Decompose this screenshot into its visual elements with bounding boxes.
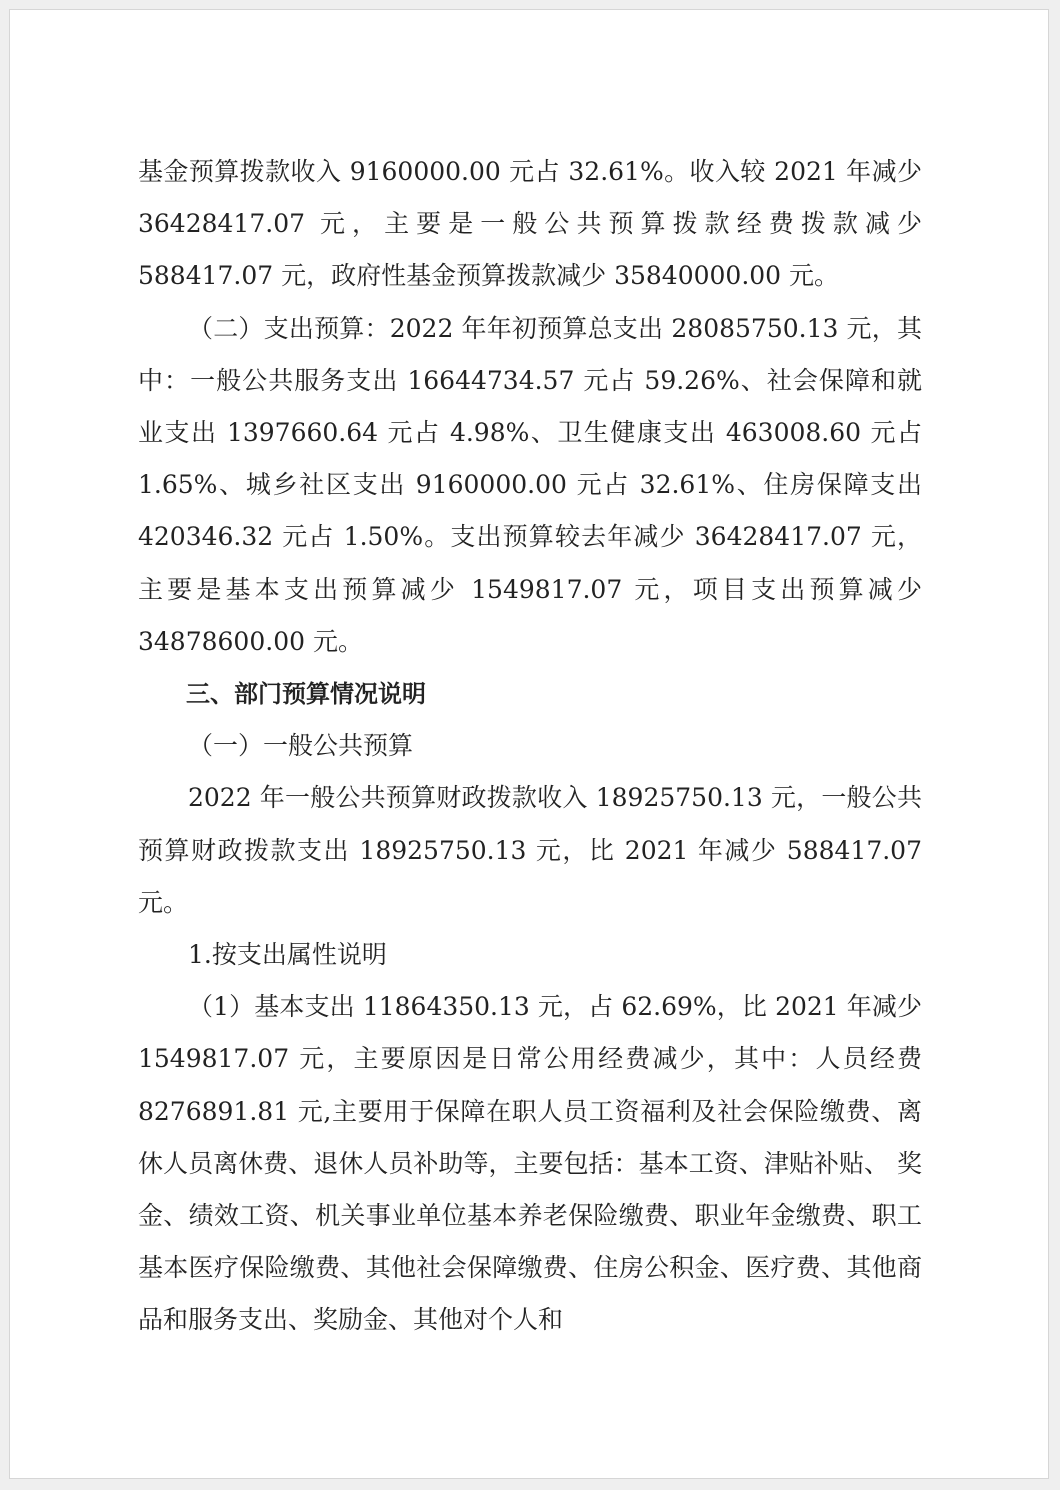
subheading-general-public-budget: （一）一般公共预算 xyxy=(188,731,414,761)
paragraph-expenditure-budget: （二）支出预算：2022 年年初预算总支出 28085750.13 元，其中：一般公共服务支出 16644734.57 元占 59.26%、社会保障和就业支出 1397660.64 元占 4.98%、卫生健康支出 463008.60 元占 1.65%、城乡社区支出 9160000.00 元占 32.61%、住房保障支出 420346.32 元占 1.50%。支出预算较去年减少 36428417.07 元，主要是基本支出预算减少 1549817.07 元，项目支出预算减少 34878600.00 元。 xyxy=(138,313,922,656)
document-page xyxy=(9,9,1049,1479)
paragraph-fund-income: 基金预算拨款收入 9160000.00 元占 32.61%。收入较 2021 年减少 36428417.07 元，主要是一般公共预算拨款经费拨款减少 588417.07 元，政府性基金预算拨款减少 35840000.00 元。 xyxy=(138,157,922,291)
document-body xyxy=(138,146,922,1347)
paragraph-general-public-budget: 2022 年一般公共预算财政拨款收入 18925750.13 元，一般公共预算财政拨款支出 18925750.13 元，比 2021 年减少 588417.07 元。 xyxy=(138,783,922,917)
section-heading-department-budget: 三、部门预算情况说明 xyxy=(186,680,426,709)
subheading-by-expenditure-attribute: 1.按支出属性说明 xyxy=(188,940,387,970)
paragraph-basic-expenditure: （1）基本支出 11864350.13 元，占 62.69%，比 2021 年减少 1549817.07 元，主要原因是日常公用经费减少，其中：人员经费 8276891.81 元,主要用于保障在职人员工资福利及社会保险缴费、离休人员离休费、退休人员补助等，主要包括：基本工资、津贴补贴、 奖金、绩效工资、机关事业单位基本养老保险缴费、职业年金缴费、职工基本医疗保险缴费、其他社会保障缴费、住房公积金、医疗费、其他商品和服务支出、奖励金、其他对个人和 xyxy=(138,992,922,1335)
